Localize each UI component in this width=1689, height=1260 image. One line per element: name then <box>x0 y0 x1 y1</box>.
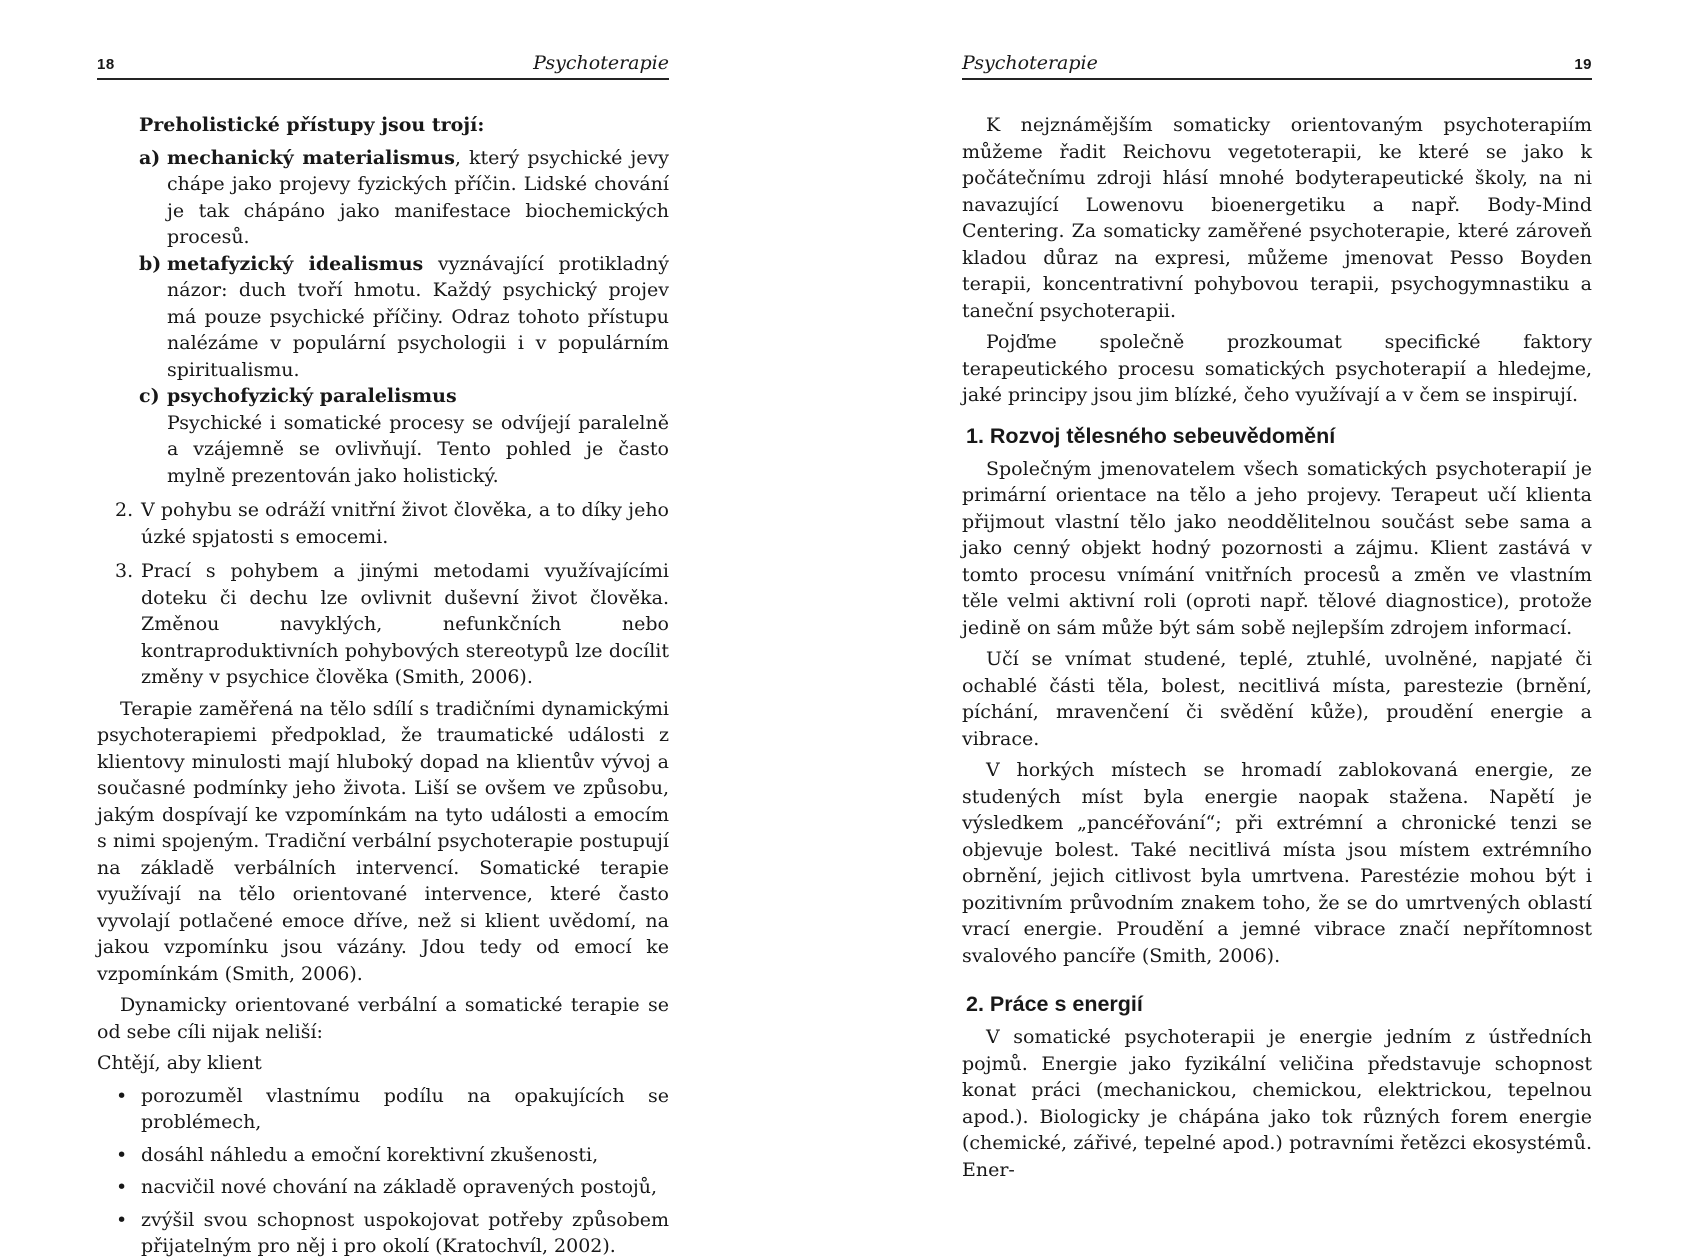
paragraph: V somatické psychoterapii je energie jedním z ústředních pojmů. Energie jako fyzikální veličina představuje schopnost konat práci (mechanickou, chemickou, elektrickou, tepelnou apod.). Biologicky je chápána jako tok různých forem energie (chemické, zářivé, tepelné apod.) potravními řetězci ekosystémů. Ener- <box>962 1026 1592 1181</box>
list-item-text: , který psychické jevy chápe jako projevy fyzických příčin. Lidské chování je tak chápáno jako manifestace biochemických procesů. <box>167 146 669 248</box>
page-number: 18 <box>97 56 115 73</box>
right-page-header <box>962 52 1592 80</box>
bullet-item <box>116 1083 669 1136</box>
paragraph: Společným jmenovatelem všech somatických psychoterapií je primární orientace na tělo a jeho projevy. Terapeut učí klienta přijmout vlastní tělo jako neoddělitelnou součást sebe sama a jako cenný objekt hodný pozornosti a zájmu. Klient zastává v tomto procesu vnímání vnitřních procesů a změn ve vlastním těle velmi aktivní roli (oproti např. tělové diagnostice), protože jedině on sám může být sám sobě nejlepším zdrojem informací. <box>962 457 1592 639</box>
left-page-body <box>97 112 669 1260</box>
paragraph: K nejznámějším somaticky orientovaným psychoterapiím můžeme řadit Reichovu vegetoterapii, ke které se jako k počátečnímu zdroji hlásí mnohé bodyterapeutické školy, na ni navazující Lowenovu bioenergetiku a např. Body-Mind Centering. Za somaticky zaměřené psychoterapie, které zároveň kladou důraz na expresi, můžeme jmenovat Pesso Boyden terapii, koncentrativní pohybovou terapii, psychogymnastiku a taneční psychoterapii. <box>962 114 1592 322</box>
paragraph: Pojďme společně prozkoumat specifické faktory terapeutického procesu somatických psychoterapií a hledejme, jaké principy jsou jim blízké, čeho využívají a v čem se inspirují. <box>962 331 1592 406</box>
bullet-text: zvýšil svou schopnost uspokojovat potřeby způsobem přijatelným pro něj i pro okolí (Kratochvíl, 2002). <box>141 1208 669 1257</box>
bullet-text: dosáhl náhledu a emoční korektivní zkušenosti, <box>141 1143 599 1166</box>
list-item-term: metafyzický idealismus <box>167 252 424 275</box>
running-head: Psychoterapie <box>533 52 669 74</box>
list-intro-heading: Preholistické přístupy jsou trojí: <box>139 114 485 136</box>
numbered-item-text: V pohybu se odráží vnitřní život člověka, a to díky jeho úzké spjatosti s emocemi. <box>141 499 669 548</box>
list-item-a <box>139 145 669 251</box>
paragraph: V horkých místech se hromadí zablokovaná energie, ze studených míst byla energie naopak stažena. Napětí je výsledkem „pancéřování“; při extrémní a chronické tenzi se objevuje bolest. Také necitlivá místa jsou místem extrémního obrnění, jejich citlivost byla umrtvena. Parestézie mohou být i pozitivním průvodním znakem toho, že se do umrtvených oblastí vrací energie. Proudění a jemné vibrace značí nepřítomnost svalového pancíře (Smith, 2006). <box>962 759 1592 967</box>
list-item-label: a) <box>139 146 161 169</box>
bullet-icon: • <box>116 1176 128 1198</box>
page-number: 19 <box>1574 56 1592 73</box>
left-page-header <box>97 52 669 80</box>
bullet-icon: • <box>116 1208 128 1231</box>
numbered-item-3 <box>115 558 669 691</box>
bullet-icon: • <box>116 1084 128 1107</box>
numbered-item-label: 2. <box>115 499 134 521</box>
list-item-term: psychofyzický paralelismus <box>167 385 457 407</box>
list-item-b <box>139 251 669 384</box>
right-page-body <box>962 112 1592 1183</box>
list-item-term: mechanický materialismus <box>167 146 455 169</box>
bullet-list-intro: Chtějí, aby klient <box>97 1052 262 1074</box>
left-page <box>97 52 669 1260</box>
list-item-label: b) <box>139 252 162 275</box>
numbered-item-label: 3. <box>115 560 134 582</box>
numbered-item-text: Prací s pohybem a jinými metodami využívajícími doteku či dechu lze ovlivnit duševní život člověka. Změnou navyklých, nefunkčních nebo kontraproduktivních pohybových stereotypů lze docílit změny v psychice člověka (Smith, 2006). <box>141 560 669 688</box>
bullet-item <box>116 1174 669 1201</box>
paragraph: Učí se vnímat studené, teplé, ztuhlé, uvolněné, napjaté či ochablé části těla, bolest, necitlivá místa, parestezie (brnění, píchání, mravenčení či svědění kůže), proudění energie a vibrace. <box>962 648 1592 750</box>
bullet-icon: • <box>116 1143 128 1166</box>
section-heading-2: 2. Práce s energií <box>966 992 1143 1016</box>
bullet-item <box>116 1207 669 1260</box>
running-head: Psychoterapie <box>962 52 1098 74</box>
bullet-text: porozuměl vlastnímu podílu na opakujících se problémech, <box>141 1084 669 1133</box>
right-page <box>962 52 1592 1183</box>
paragraph: Dynamicky orientované verbální a somatické terapie se od sebe cíli nijak neliší: <box>97 994 669 1043</box>
bullet-text: nacvičil nové chování na základě opravených postojů, <box>141 1176 658 1198</box>
list-item-text: vyznávající protikladný názor: duch tvoří hmotu. Každý psychický projev má pouze psychické příčiny. Odraz tohoto přístupu nalézáme v populární psychologii i v populárním spiritualismu. <box>167 252 669 381</box>
bullet-item <box>116 1142 669 1169</box>
list-item-label: c) <box>139 385 160 407</box>
section-heading-1: 1. Rozvoj tělesného sebeuvědomění <box>966 423 1336 448</box>
list-item-c <box>139 383 669 489</box>
paragraph: Terapie zaměřená na tělo sdílí s tradičními dynamickými psychoterapiemi předpoklad, že traumatické události z klientovy minulosti mají hluboký dopad na klientův vývoj a současné podmínky jeho života. Liší se ovšem ve způsobu, jakým dospívají ke vzpomínkám na tyto události a emocím s nimi spojeným. Tradiční verbální psychoterapie postupují na základě verbálních intervencí. Somatické terapie využívají na tělo orientované intervence, které často vyvolají potlačené emoce dříve, než si klient uvědomí, na jakou vzpomínku jsou vázány. Jdou tedy od emocí ke vzpomínkám (Smith, 2006). <box>97 697 669 985</box>
list-item-subtext: Psychické i somatické procesy se odvíjejí paralelně a vzájemně se ovlivňují. Tento pohled je často mylně prezentován jako holistický. <box>167 411 669 487</box>
numbered-item-2 <box>115 497 669 550</box>
